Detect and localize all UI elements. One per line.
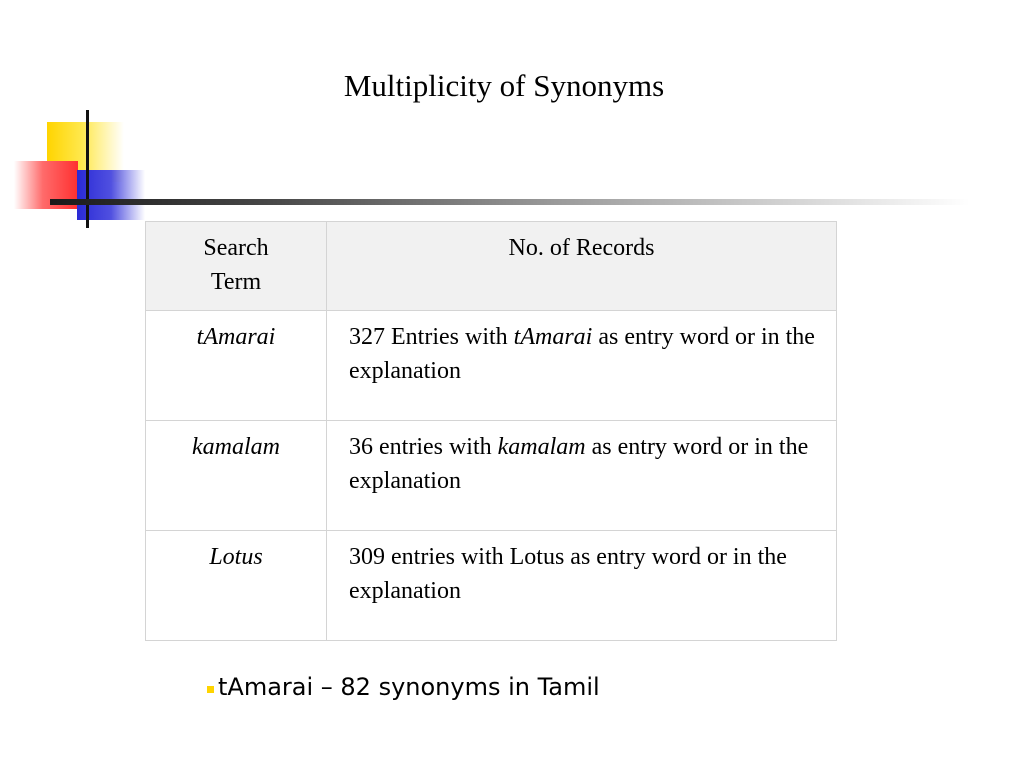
title-underline-rule <box>50 199 970 205</box>
row-records-term: tAmarai <box>513 324 593 350</box>
header-search-term-line1: Search <box>203 235 269 261</box>
square-bullet-icon <box>207 686 214 693</box>
header-search-term <box>146 222 327 311</box>
row-records-text: 36 entries with <box>349 434 498 460</box>
bullet-point <box>207 670 600 704</box>
slide-title: Multiplicity of Synonyms <box>343 68 665 103</box>
row-records <box>327 531 837 641</box>
table-row <box>146 421 837 531</box>
row-search-term: Lotus <box>146 531 327 641</box>
table-header-row <box>146 222 837 311</box>
row-records-text-end: as entry word or in the explanation <box>349 324 815 384</box>
row-records <box>327 311 837 421</box>
row-records <box>327 421 837 531</box>
row-records-term: kamalam <box>497 434 586 460</box>
logo-vertical-line <box>86 110 89 228</box>
row-search-term: tAmarai <box>146 311 327 421</box>
row-records-text: 327 Entries with <box>349 324 514 350</box>
records-table <box>145 221 837 641</box>
header-no-of-records: No. of Records <box>327 222 837 311</box>
table-row <box>146 311 837 421</box>
row-search-term: kamalam <box>146 421 327 531</box>
decorative-logo <box>0 0 1024 240</box>
header-search-term-line2: Term <box>210 269 262 295</box>
table-row <box>146 531 837 641</box>
bullet-text: tAmarai – 82 synonyms in Tamil <box>218 673 600 701</box>
row-records-text: 309 entries with Lotus as entry word or in the explanation <box>349 544 787 604</box>
row-records-text-end: as entry word or in the explanation <box>349 434 809 494</box>
